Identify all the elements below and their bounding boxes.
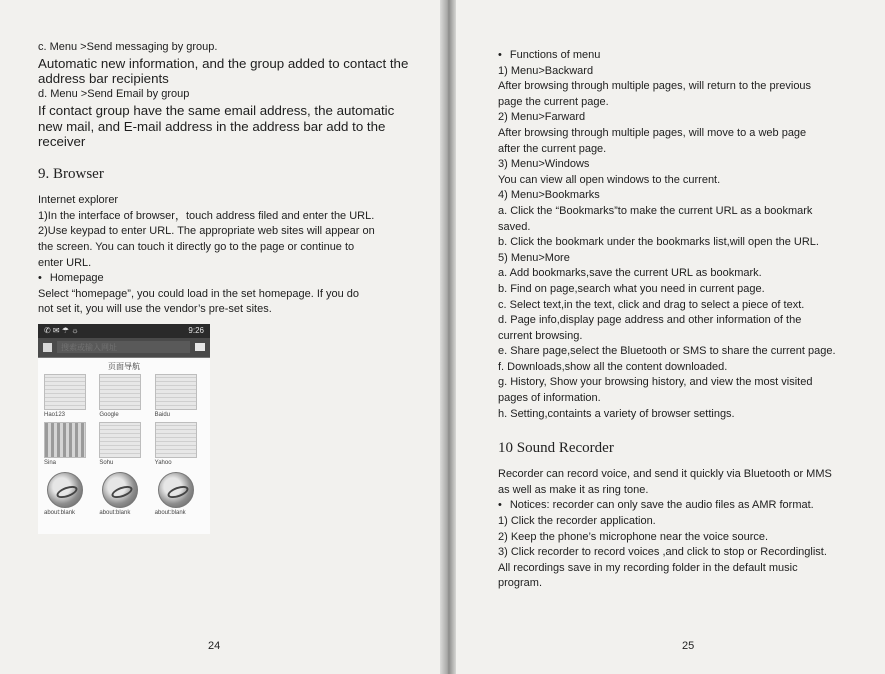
text-line: g. History, Show your browsing history, and view the most visited — [498, 376, 813, 389]
site-thumbnail — [99, 422, 141, 458]
left-body-text — [38, 193, 412, 318]
text-line: c. Menu >Send messaging by group. — [38, 41, 218, 53]
text-line: • Notices: recorder can only save the audio files as AMR format. — [498, 498, 857, 514]
text-line: page the current page. — [498, 95, 609, 108]
globe-icon — [47, 472, 83, 508]
right-page — [456, 0, 885, 674]
text-line: If contact group have the same email address, the automatic — [38, 102, 395, 118]
page-number: 24 — [208, 640, 221, 652]
menu-functions-text — [498, 48, 857, 422]
text-line: a. Click the “Bookmarks”to make the current URL as a bookmark — [498, 204, 813, 217]
site-label: Google — [99, 411, 119, 418]
book-gutter — [440, 0, 456, 674]
text-line: 5) Menu>More — [498, 251, 570, 264]
site-tile[interactable] — [44, 470, 93, 516]
address-bar — [38, 338, 210, 358]
text-line: 2) Menu>Farward — [498, 111, 586, 124]
text-line: current browsing. — [498, 329, 583, 342]
address-input[interactable] — [57, 341, 190, 353]
text-line: after the current page. — [498, 142, 607, 155]
text-line: Automatic new information, and the group added to contact the — [38, 55, 409, 71]
site-tile[interactable] — [99, 374, 148, 418]
text-line: 1) Click the recorder application. — [498, 515, 656, 528]
status-time: 9:26 — [188, 325, 204, 335]
text-line: d. Menu >Send Email by group — [38, 88, 190, 101]
browser-section-heading: 9. Browser — [38, 166, 104, 183]
status-bar — [38, 324, 210, 338]
site-label: Sohu — [99, 459, 114, 466]
site-tile[interactable] — [155, 422, 204, 466]
page-icon — [43, 343, 52, 352]
text-line: Select “homepage”, you could load in the set homepage. If you do — [38, 287, 360, 300]
text-line: program. — [498, 577, 543, 590]
left-intro-text — [38, 40, 412, 150]
text-line: Recorder can record voice, and send it quickly via Bluetooth or MMS — [498, 468, 832, 481]
text-line: 1)In the interface of browser，touch address filed and enter the URL. — [38, 209, 375, 222]
sound-recorder-heading: 10 Sound Recorder — [498, 440, 614, 457]
menu-icon[interactable] — [195, 343, 205, 351]
text-line: b. Click the bookmark under the bookmarks list,will open the URL. — [498, 236, 819, 249]
site-tiles — [38, 374, 210, 516]
text-line: 3) Click recorder to record voices ,and click to stop or Recordinglist. — [498, 546, 827, 559]
text-line: 1) Menu>Backward — [498, 64, 594, 77]
status-icons: ✆ ✉ ☂ ☼ — [44, 325, 79, 335]
text-line: new mail, and E-mail address in the address bar add to the — [38, 118, 386, 134]
text-line: 3) Menu>Windows — [498, 158, 590, 171]
text-line: d. Page info,display page address and other information of the — [498, 314, 802, 327]
text-line: saved. — [498, 220, 531, 233]
site-tile[interactable] — [99, 422, 148, 466]
text-line: • Functions of menu — [498, 48, 857, 64]
site-thumbnail — [44, 374, 86, 410]
text-line: After browsing through multiple pages, will return to the previous — [498, 80, 812, 93]
sound-recorder-text — [498, 467, 857, 592]
site-thumbnail — [99, 374, 141, 410]
text-line: 2)Use keypad to enter URL. The appropriate web sites will appear on — [38, 225, 375, 238]
text-line: Internet explorer — [38, 194, 119, 207]
text-line: the screen. You can touch it directly go to the page or continue to — [38, 240, 355, 253]
site-label: Yahoo — [154, 459, 172, 466]
text-line: enter URL. — [38, 256, 92, 269]
text-line: h. Setting,containts a variety of browser settings. — [498, 407, 735, 420]
text-line: a. Add bookmarks,save the current URL as bookmark. — [498, 267, 762, 280]
page-number: 25 — [682, 640, 695, 652]
left-page — [0, 0, 440, 674]
globe-icon — [158, 472, 194, 508]
site-tile[interactable] — [155, 470, 204, 516]
site-tile[interactable] — [155, 374, 204, 418]
text-line: b. Find on page,search what you need in current page. — [498, 282, 765, 295]
text-line: receiver — [38, 134, 86, 150]
site-label: about:blank — [99, 509, 131, 516]
text-line: f. Downloads,show all the content downloaded. — [498, 360, 728, 373]
site-thumbnail — [155, 422, 197, 458]
text-line: 4) Menu>Bookmarks — [498, 189, 600, 202]
text-line: c. Select text,in the text, click and drag to select a piece of text. — [498, 298, 805, 311]
browser-screenshot — [38, 324, 210, 534]
text-line: pages of information. — [498, 392, 601, 405]
site-tile[interactable] — [44, 374, 93, 418]
text-line: All recordings save in my recording folder in the default music — [498, 561, 798, 574]
site-tile[interactable] — [99, 470, 148, 516]
text-line: not set it, you will use the vendor’s pre-set sites. — [38, 303, 272, 316]
globe-icon — [102, 472, 138, 508]
text-line: You can view all open windows to the current. — [498, 173, 721, 186]
site-label: Baidu — [154, 411, 171, 418]
site-tile[interactable] — [44, 422, 93, 466]
text-line: • Homepage — [38, 271, 412, 287]
site-label: Hao123 — [44, 411, 66, 418]
text-line: address bar recipients — [38, 71, 169, 87]
site-label: about:blank — [154, 509, 186, 516]
site-thumbnail — [155, 374, 197, 410]
site-thumbnail — [44, 422, 86, 458]
site-label: Sina — [44, 459, 57, 466]
text-line: 2) Keep the phone’s microphone near the voice source. — [498, 530, 769, 543]
text-line: as well as make it as ring tone. — [498, 483, 649, 496]
text-line: After browsing through multiple pages, will move to a web page — [498, 126, 807, 139]
site-label: about:blank — [44, 509, 76, 516]
text-line: e. Share page,select the Bluetooth or SMS to share the current page. — [498, 345, 836, 358]
nav-title: 页面导航 — [108, 361, 140, 371]
